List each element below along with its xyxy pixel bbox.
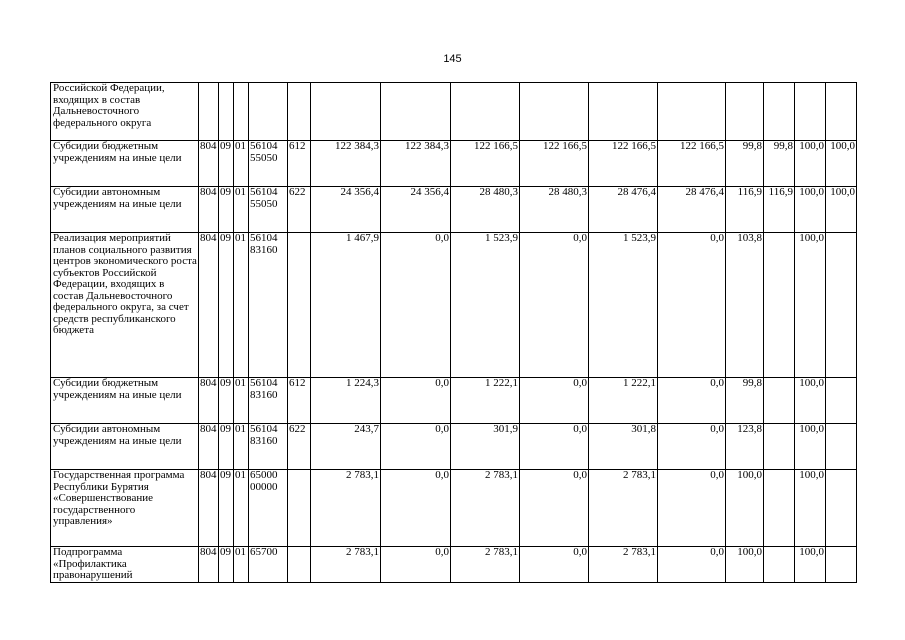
row-name: Подпрограмма «Профилактика правонарушений [51, 547, 199, 583]
percent-cell: 100,0 [795, 378, 826, 424]
table-row [51, 547, 857, 583]
table-row [51, 83, 857, 141]
value-cell: 1 222,1 [451, 378, 520, 424]
percent-cell: 103,8 [726, 233, 764, 378]
value-cell: 2 783,1 [589, 547, 658, 583]
row-name: Реализация мероприятий планов социального развития центров экономического роста субъектов Российской Федерации, входящих в состав Дальневосточного федерального округа, за счет средств республиканского бюджета [51, 233, 199, 378]
section-code: 09 [219, 187, 234, 233]
value-cell: 0,0 [520, 470, 589, 547]
table-row [51, 378, 857, 424]
subsection-code: 01 [234, 233, 249, 378]
value-cell: 301,9 [451, 424, 520, 470]
percent-cell: 100,0 [795, 424, 826, 470]
value-cell: 243,7 [311, 424, 381, 470]
row-name: Субсидии автономным учреждениям на иные цели [51, 187, 199, 233]
target-article-code: 65000 00000 [249, 470, 288, 547]
target-article-code: 56104 83160 [249, 424, 288, 470]
table-row [51, 187, 857, 233]
percent-cell: 116,9 [726, 187, 764, 233]
percent-cell [826, 378, 857, 424]
value-cell: 0,0 [658, 424, 726, 470]
section-code: 09 [219, 233, 234, 378]
value-cell: 0,0 [520, 378, 589, 424]
value-cell: 0,0 [381, 378, 451, 424]
budget-table [50, 82, 857, 583]
percent-cell [764, 470, 795, 547]
ministry-code: 804 [199, 141, 219, 187]
value-cell: 122 166,5 [520, 141, 589, 187]
percent-cell [764, 424, 795, 470]
percent-cell: 116,9 [764, 187, 795, 233]
percent-cell: 99,8 [726, 378, 764, 424]
expense-type-code: 612 [288, 378, 311, 424]
percent-cell [764, 547, 795, 583]
table-row [51, 141, 857, 187]
value-cell: 0,0 [520, 424, 589, 470]
value-cell: 2 783,1 [311, 547, 381, 583]
section-code: 09 [219, 141, 234, 187]
ministry-code: 804 [199, 378, 219, 424]
table-row [51, 424, 857, 470]
table-row [51, 470, 857, 547]
percent-cell: 100,0 [795, 141, 826, 187]
target-article-code: 56104 83160 [249, 233, 288, 378]
percent-cell: 100,0 [795, 233, 826, 378]
value-cell: 0,0 [381, 470, 451, 547]
percent-cell: 100,0 [795, 547, 826, 583]
value-cell: 122 384,3 [381, 141, 451, 187]
row-name: Российской Федерации, входящих в состав Дальневосточного федерального округа [51, 83, 199, 141]
value-cell: 1 467,9 [311, 233, 381, 378]
expense-type-code [288, 233, 311, 378]
value-cell: 301,8 [589, 424, 658, 470]
percent-cell [826, 470, 857, 547]
target-article-code: 56104 83160 [249, 378, 288, 424]
subsection-code: 01 [234, 187, 249, 233]
value-cell: 0,0 [658, 547, 726, 583]
page-number: 145 [443, 53, 462, 65]
expense-type-code [288, 470, 311, 547]
value-cell: 28 480,3 [520, 187, 589, 233]
expense-type-code: 612 [288, 141, 311, 187]
percent-cell [764, 378, 795, 424]
percent-cell: 100,0 [826, 187, 857, 233]
value-cell: 122 384,3 [311, 141, 381, 187]
value-cell: 0,0 [658, 233, 726, 378]
section-code: 09 [219, 470, 234, 547]
target-article-code: 65700 [249, 547, 288, 583]
subsection-code: 01 [234, 470, 249, 547]
section-code: 09 [219, 547, 234, 583]
section-code: 09 [219, 378, 234, 424]
value-cell: 2 783,1 [451, 470, 520, 547]
percent-cell [764, 233, 795, 378]
expense-type-code: 622 [288, 187, 311, 233]
value-cell: 1 224,3 [311, 378, 381, 424]
percent-cell: 100,0 [826, 141, 857, 187]
value-cell: 1 523,9 [589, 233, 658, 378]
row-name: Субсидии бюджетным учреждениям на иные цели [51, 378, 199, 424]
ministry-code: 804 [199, 187, 219, 233]
value-cell: 2 783,1 [311, 470, 381, 547]
percent-cell: 100,0 [726, 470, 764, 547]
section-code: 09 [219, 424, 234, 470]
percent-cell: 100,0 [726, 547, 764, 583]
value-cell: 24 356,4 [381, 187, 451, 233]
percent-cell: 99,8 [726, 141, 764, 187]
value-cell: 0,0 [658, 470, 726, 547]
target-article-code: 56104 55050 [249, 141, 288, 187]
ministry-code: 804 [199, 547, 219, 583]
expense-type-code [288, 547, 311, 583]
value-cell: 122 166,5 [589, 141, 658, 187]
row-name: Государственная программа Республики Бурятия «Совершенствование государственного управления» [51, 470, 199, 547]
value-cell: 2 783,1 [589, 470, 658, 547]
percent-cell: 99,8 [764, 141, 795, 187]
value-cell: 122 166,5 [658, 141, 726, 187]
expense-type-code: 622 [288, 424, 311, 470]
value-cell: 122 166,5 [451, 141, 520, 187]
value-cell: 0,0 [381, 233, 451, 378]
row-name: Субсидии автономным учреждениям на иные цели [51, 424, 199, 470]
ministry-code: 804 [199, 233, 219, 378]
value-cell: 0,0 [381, 424, 451, 470]
percent-cell: 100,0 [795, 187, 826, 233]
value-cell: 0,0 [381, 547, 451, 583]
value-cell: 1 523,9 [451, 233, 520, 378]
table-row [51, 233, 857, 378]
ministry-code: 804 [199, 424, 219, 470]
percent-cell [826, 424, 857, 470]
value-cell: 1 222,1 [589, 378, 658, 424]
subsection-code: 01 [234, 547, 249, 583]
value-cell: 0,0 [520, 233, 589, 378]
subsection-code: 01 [234, 424, 249, 470]
value-cell: 2 783,1 [451, 547, 520, 583]
percent-cell [826, 547, 857, 583]
value-cell: 0,0 [658, 378, 726, 424]
value-cell: 0,0 [520, 547, 589, 583]
row-name: Субсидии бюджетным учреждениям на иные цели [51, 141, 199, 187]
percent-cell: 100,0 [795, 470, 826, 547]
percent-cell: 123,8 [726, 424, 764, 470]
percent-cell [826, 233, 857, 378]
target-article-code: 56104 55050 [249, 187, 288, 233]
subsection-code: 01 [234, 378, 249, 424]
value-cell: 28 476,4 [589, 187, 658, 233]
value-cell: 28 476,4 [658, 187, 726, 233]
value-cell: 28 480,3 [451, 187, 520, 233]
subsection-code: 01 [234, 141, 249, 187]
value-cell: 24 356,4 [311, 187, 381, 233]
ministry-code: 804 [199, 470, 219, 547]
